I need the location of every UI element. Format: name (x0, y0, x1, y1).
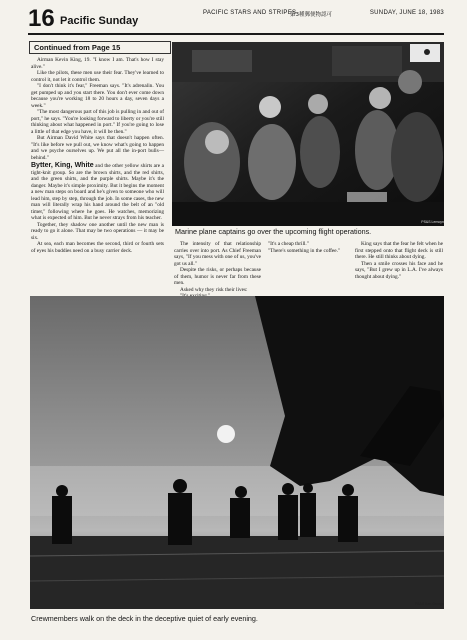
paper-name: PACIFIC STARS AND STRIPES (203, 10, 297, 16)
page-number: 16 (28, 5, 55, 32)
section-title: Pacific Sunday (60, 15, 139, 27)
article-paragraph: Despite the risks, or perhaps because of them, humor is never far from these men. (174, 267, 261, 286)
article-paragraph: "I don't think it's fear," Freeman says. "It's adrenalin. You get pumped up and you start there. You don't ever come down because you're working 18 to 20 hours a day, seven days a week." (31, 83, 164, 109)
article-text: and the other yellow shirts are a tight-knit group. So are the brown shirts, and the red shirts, and the green shirts, and the purple shirts. Maybe it's the danger. Maybe it's simple proximity. But it begins the moment a new man steps on board and he's given to someone who will lead him, step by step, through the job. In some cases, the new man will literally wrap his hand around the belt of an "old timer," following where he goes. He watches, memorizing what is expected of him. But he never strays from his teacher. (31, 163, 164, 221)
article-paragraph: At sea, each man becomes the second, third or fourth sets of eyes his buddies need on a busy carrier deck. (31, 241, 164, 254)
article-paragraph: The intensity of that relationship carries over into port. As Chief Freeman says, "If you mess with one of us, you've got us all." (174, 241, 261, 267)
photo-flight-deck-image (30, 296, 444, 609)
masthead (28, 5, 444, 33)
photo-plane-captains-image (172, 42, 444, 226)
article-column-left (31, 57, 164, 254)
photo-credit: PS&S Lemoyn (421, 220, 444, 224)
article-paragraph: Like the pilots, these men use their fear. They've learned to control it, not let it control them. (31, 70, 164, 83)
photo-caption: Crewmembers walk on the deck in the deceptive quiet of early evening. (31, 614, 258, 623)
article-paragraph-lead (31, 163, 164, 222)
issue-date: SUNDAY, JUNE 18, 1983 (369, 10, 444, 16)
article-column-right (355, 241, 443, 280)
article-paragraph: But Airman David White says that doesn't happen often. "It's like before we pull out, we know what's going to happen and we psyche ourselves up. We put all the in-port bulls— behind." (31, 135, 164, 161)
article-paragraph: Asked why they risk their lives: (180, 286, 248, 293)
continued-banner: Continued from Page 15 (29, 41, 171, 54)
article-paragraph: Airman Kevin King, 19. "I know I am. That's how I stay alive." (31, 57, 164, 70)
article-paragraph: "It's a cheap thrill." (268, 241, 309, 247)
article-column-mid2 (262, 241, 350, 254)
article-paragraph: "There's something in the coffee." (268, 247, 341, 254)
article-paragraph: "The most dangerous part of this job is pulling in and out of port," he says. "You're looking forward to liberty or you're still thinking about what happened in port." If you're going to lose a little of that edge you have, it will be then." (31, 109, 164, 135)
lead-names: Bytter, King, White (31, 162, 94, 169)
photo-caption: Marine plane captains go over the upcoming flight operations. (175, 227, 372, 236)
photo-plane-captains (172, 42, 444, 226)
photo-flight-deck (30, 296, 444, 609)
article-paragraph: King says that the fear he felt when he first stepped onto that flight deck is still there. He still thinks about dying. (355, 241, 443, 260)
article-paragraph: Together, they shadow one another until the new man is ready to go it alone. That may be two operations — it may be six. (31, 221, 164, 241)
masthead-rule (28, 33, 444, 35)
postal-notice: 第3種郵便物認可 (290, 12, 332, 18)
article-paragraph: Then a smile crosses his face and he says, "But I grew up in L.A. I've always thought about dying." (355, 260, 443, 280)
photo-credit: PS&S Ken George (414, 602, 444, 606)
